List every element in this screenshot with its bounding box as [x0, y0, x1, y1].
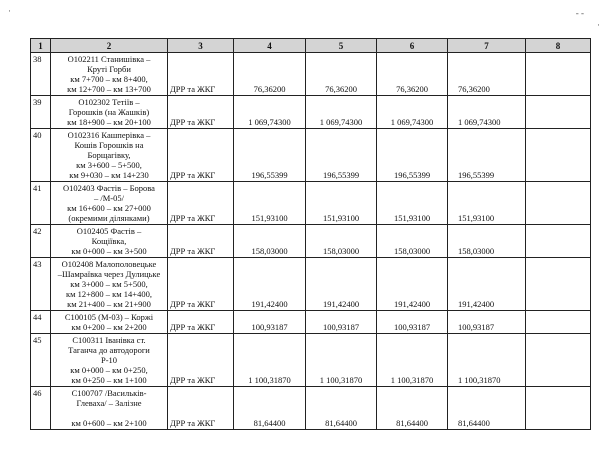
column-header: 2: [51, 39, 168, 53]
amount-cell: 1 069,74300: [234, 96, 306, 129]
amount-cell: 196,55399: [234, 129, 306, 182]
road-description: [51, 53, 168, 96]
amount-cell: 76,36200: [234, 53, 306, 96]
amount-cell: 100,93187: [448, 311, 526, 334]
amount-cell: 191,42400: [234, 258, 306, 311]
empty-cell: [526, 182, 591, 225]
road-line: км 0+000 – км 0+250,: [70, 365, 148, 375]
amount-cell: 158,03000: [377, 225, 448, 258]
road-description: [51, 334, 168, 387]
amount-cell: 151,93100: [306, 182, 377, 225]
road-line: км 0+250 – км 1+100: [71, 375, 147, 385]
amount-cell: 196,55399: [448, 129, 526, 182]
agency-cell: ДРР та ЖКГ: [168, 53, 234, 96]
empty-cell: [526, 334, 591, 387]
road-description: [51, 225, 168, 258]
amount-cell: 191,42400: [306, 258, 377, 311]
amount-cell: 151,93100: [234, 182, 306, 225]
empty-cell: [526, 225, 591, 258]
road-line: км 12+800 – км 14+400,: [66, 289, 152, 299]
amount-cell: 1 069,74300: [448, 96, 526, 129]
road-line: км 7+700 – км 8+400,: [70, 74, 148, 84]
road-line: Таганча до автодороги: [68, 345, 150, 355]
amount-cell: 81,64400: [306, 387, 377, 430]
road-line: O102408 Малополовецьке: [61, 259, 157, 269]
road-line: Борщагівку,: [87, 150, 131, 160]
table-row: [31, 334, 591, 387]
road-line: O102403 Фастів – Борова: [63, 183, 155, 193]
row-number: 38: [31, 53, 51, 96]
road-description: [51, 311, 168, 334]
road-description: [51, 129, 168, 182]
agency-cell: ДРР та ЖКГ: [168, 334, 234, 387]
empty-cell: [526, 96, 591, 129]
road-line: – /М-05/: [94, 193, 124, 203]
amount-cell: 1 069,74300: [306, 96, 377, 129]
empty-cell: [526, 258, 591, 311]
column-header: 3: [168, 39, 234, 53]
road-line: C100105 (М-03) – Коржі: [64, 312, 154, 322]
agency-cell: ДРР та ЖКГ: [168, 182, 234, 225]
road-line: Р-10: [100, 355, 118, 365]
road-repair-table: [30, 38, 591, 430]
table-row: [31, 225, 591, 258]
table-row: [31, 387, 591, 430]
amount-cell: 76,36200: [306, 53, 377, 96]
road-line: O102211 Станишівка –: [67, 54, 151, 64]
amount-cell: 151,93100: [377, 182, 448, 225]
empty-cell: [526, 387, 591, 430]
amount-cell: 1 069,74300: [377, 96, 448, 129]
amount-cell: 191,42400: [377, 258, 448, 311]
table-row: [31, 182, 591, 225]
road-description: [51, 96, 168, 129]
page-mark: ·: [597, 20, 600, 30]
header-row: [31, 39, 591, 53]
road-line: O102405 Фастів –: [76, 226, 142, 236]
row-number: 43: [31, 258, 51, 311]
row-number: 46: [31, 387, 51, 430]
amount-cell: 81,64400: [377, 387, 448, 430]
agency-cell: ДРР та ЖКГ: [168, 96, 234, 129]
amount-cell: 81,64400: [234, 387, 306, 430]
road-line: км 12+700 – км 13+700: [67, 84, 151, 94]
row-number: 45: [31, 334, 51, 387]
road-description: [51, 182, 168, 225]
column-header: 6: [377, 39, 448, 53]
road-line: км 0+600 – км 2+100: [71, 418, 147, 428]
amount-cell: 1 100,31870: [234, 334, 306, 387]
road-line: Кощіївка,: [91, 236, 127, 246]
road-line: Кошів Горошків на: [74, 140, 144, 150]
road-description: [51, 258, 168, 311]
table-row: [31, 258, 591, 311]
table-row: [31, 53, 591, 96]
amount-cell: 158,03000: [448, 225, 526, 258]
table-row: [31, 129, 591, 182]
road-line: Горошків (на Жашків): [68, 107, 150, 117]
column-header: 8: [526, 39, 591, 53]
road-line: C100707 /Васильків-: [71, 388, 147, 398]
amount-cell: 100,93187: [377, 311, 448, 334]
road-line: км 0+200 – км 2+200: [71, 322, 147, 332]
amount-cell: 196,55399: [377, 129, 448, 182]
row-number: 42: [31, 225, 51, 258]
amount-cell: 191,42400: [448, 258, 526, 311]
road-line: км 3+000 – км 5+500,: [70, 279, 148, 289]
column-header: 4: [234, 39, 306, 53]
agency-cell: ДРР та ЖКГ: [168, 225, 234, 258]
road-line: [53, 408, 165, 418]
agency-cell: ДРР та ЖКГ: [168, 311, 234, 334]
amount-cell: 158,03000: [234, 225, 306, 258]
amount-cell: 100,93187: [306, 311, 377, 334]
row-number: 39: [31, 96, 51, 129]
road-line: Глеваха/ – Залізне: [76, 398, 142, 408]
road-line: км 3+600 – 5+500,: [76, 160, 142, 170]
page-mark: - -: [575, 8, 584, 18]
road-line: Круті Горби: [87, 64, 131, 74]
road-line: C100311 Іванівка ст.: [72, 335, 146, 345]
row-number: 40: [31, 129, 51, 182]
amount-cell: 76,36200: [448, 53, 526, 96]
agency-cell: ДРР та ЖКГ: [168, 129, 234, 182]
column-header: 7: [448, 39, 526, 53]
empty-cell: [526, 311, 591, 334]
amount-cell: 1 100,31870: [448, 334, 526, 387]
road-line: (окремими ділянками): [68, 213, 150, 223]
amount-cell: 196,55399: [306, 129, 377, 182]
amount-cell: 158,03000: [306, 225, 377, 258]
column-header: 1: [31, 39, 51, 53]
road-line: км 0+000 – км 3+500: [71, 246, 147, 256]
empty-cell: [526, 129, 591, 182]
road-line: км 18+900 – км 20+100: [67, 117, 151, 127]
road-description: [51, 387, 168, 430]
road-line: км 16+600 – км 27+000: [67, 203, 151, 213]
empty-cell: [526, 53, 591, 96]
amount-cell: 1 100,31870: [306, 334, 377, 387]
road-line: км 21+400 – км 21+900: [67, 299, 151, 309]
table-row: [31, 96, 591, 129]
road-line: –Шамраївка через Дулицьке: [57, 269, 161, 279]
amount-cell: 151,93100: [448, 182, 526, 225]
road-line: O102316 Кашперівка –: [67, 130, 151, 140]
road-line: O102302 Тетіїв –: [78, 97, 140, 107]
amount-cell: 1 100,31870: [377, 334, 448, 387]
amount-cell: 81,64400: [448, 387, 526, 430]
amount-cell: 76,36200: [377, 53, 448, 96]
agency-cell: ДРР та ЖКГ: [168, 258, 234, 311]
agency-cell: ДРР та ЖКГ: [168, 387, 234, 430]
row-number: 41: [31, 182, 51, 225]
row-number: 44: [31, 311, 51, 334]
column-header: 5: [306, 39, 377, 53]
amount-cell: 100,93187: [234, 311, 306, 334]
road-line: км 9+030 – км 14+230: [69, 170, 149, 180]
page-mark: ·: [8, 6, 11, 16]
table-row: [31, 311, 591, 334]
